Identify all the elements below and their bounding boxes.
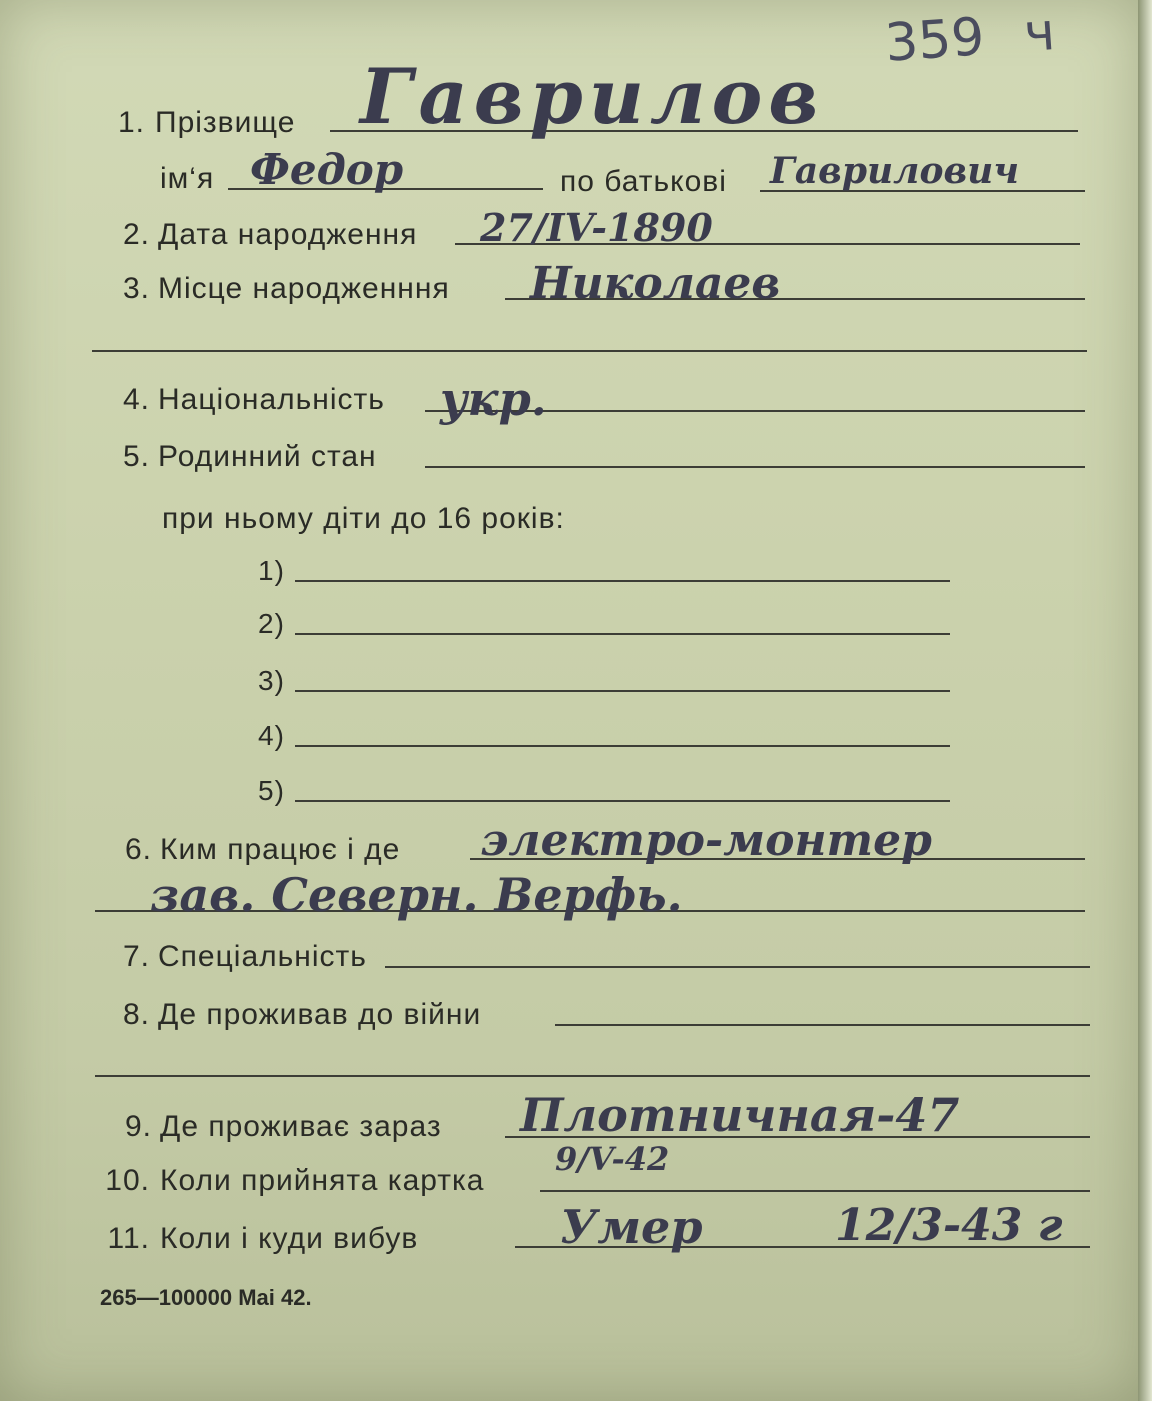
nationality-value: укр. [440, 372, 547, 426]
field-number-11: 11. [107, 1222, 150, 1255]
card-accepted-value: 9/V-42 [555, 1140, 670, 1178]
departure-label: Коли і куди вибув [160, 1222, 419, 1255]
child-number-2: 2) [258, 608, 285, 639]
children-label: при ньому діти до 16 років: [162, 502, 565, 535]
field-number-10: 10. [105, 1164, 150, 1197]
marital-status-line [425, 466, 1085, 468]
current-residence-value: Плотничная-47 [520, 1088, 960, 1142]
departure-date: 12/3-43 г [835, 1200, 1063, 1251]
child-line-2 [295, 633, 950, 635]
field-number-7: 7. [122, 940, 150, 973]
departure-value: Умер [560, 1200, 703, 1254]
surname-label: Прізвище [155, 106, 296, 139]
child-line-1 [295, 580, 950, 582]
field-number-8: 8. [122, 998, 150, 1031]
field-number-9: 9. [124, 1110, 152, 1143]
patronymic-label: по батькові [560, 165, 727, 198]
card-accepted-line [540, 1190, 1090, 1192]
name-value: Федор [250, 145, 404, 194]
archive-number: 359 ч [883, 2, 1057, 74]
prewar-residence-line [555, 1024, 1090, 1026]
prewar-residence-line-2 [95, 1075, 1090, 1077]
work-label: Ким працює і де [160, 833, 401, 866]
field-number-3: 3. [122, 272, 150, 305]
child-number-1: 1) [258, 555, 285, 586]
field-number-1: 1. [117, 106, 145, 139]
child-line-3 [295, 690, 950, 692]
print-code: 265—100000 Mai 42. [100, 1285, 312, 1310]
birth-place-line-2 [92, 350, 1087, 352]
field-number-5: 5. [122, 440, 150, 473]
child-number-3: 3) [258, 665, 285, 696]
field-number-2: 2. [122, 218, 150, 251]
field-number-4: 4. [122, 383, 150, 416]
marital-status-label: Родинний стан [158, 440, 377, 473]
child-number-5: 5) [258, 775, 285, 806]
name-label: ім‘я [160, 162, 215, 195]
surname-value: Гаврилов [360, 52, 825, 141]
birth-date-value: 27/IV-1890 [480, 205, 713, 250]
specialty-label: Спеціальність [158, 940, 367, 973]
work-value-line1: электро-монтер [480, 815, 932, 866]
child-line-4 [295, 745, 950, 747]
prewar-residence-label: Де проживав до війни [158, 998, 482, 1031]
birth-place-label: Місце народженння [158, 272, 450, 305]
paper-edge [1138, 0, 1152, 1401]
current-residence-label: Де проживає зараз [160, 1110, 442, 1143]
child-line-5 [295, 800, 950, 802]
specialty-line [385, 966, 1090, 968]
patronymic-value: Гаврилович [770, 150, 1020, 192]
nationality-label: Національність [158, 383, 385, 416]
birth-date-label: Дата народження [158, 218, 418, 251]
work-value-line2: зав. Северн. Верфь. [150, 868, 683, 922]
child-number-4: 4) [258, 720, 285, 751]
birth-place-value: Николаев [530, 258, 781, 309]
field-number-6: 6. [124, 833, 152, 866]
card-accepted-label: Коли прийнята картка [160, 1164, 485, 1197]
